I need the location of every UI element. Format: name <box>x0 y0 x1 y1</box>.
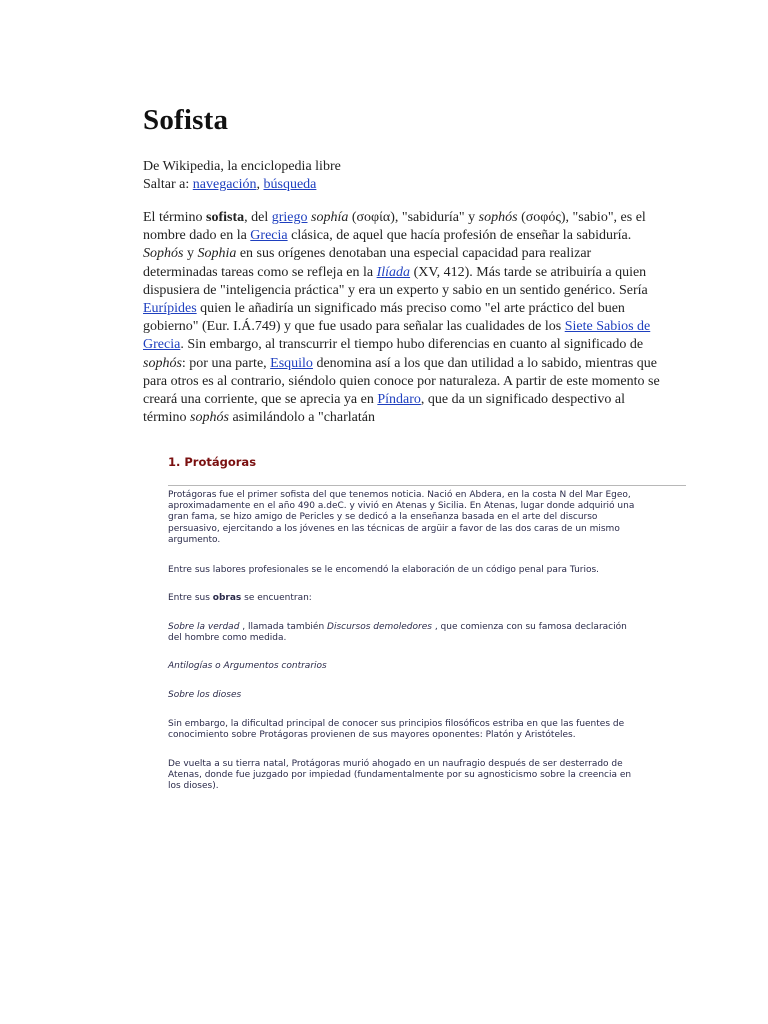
intro-italic-term: sophós <box>190 410 229 426</box>
intro-italic-term: Sophia <box>197 246 237 262</box>
intro-text: , del <box>244 210 272 225</box>
jump-links <box>143 176 341 194</box>
link-grecia[interactable]: Grecia <box>250 228 288 244</box>
work-title: Sobre la verdad <box>168 622 240 632</box>
intro-paragraph <box>143 209 663 427</box>
link-esquilo[interactable]: Esquilo <box>270 355 313 371</box>
section-bold-term: obras <box>212 593 242 603</box>
section-divider <box>168 485 686 486</box>
link-euripides[interactable]: Eurípides <box>143 301 197 317</box>
work-title: Discursos demoledores <box>327 622 432 632</box>
intro-bold-term: sofista <box>206 210 245 225</box>
intro-text: quien le añadiría un significado más preciso como "el arte práctico del buen gobierno" (Eur. I.Á.749) y que fue usado para señalar las cualidades de los <box>143 301 625 335</box>
intro-text: y <box>183 246 198 262</box>
section-text: , llamada también <box>239 622 328 632</box>
intro-italic-term: sophía <box>311 210 349 225</box>
link-griego[interactable]: griego <box>271 210 308 225</box>
link-pindaro[interactable]: Píndaro <box>377 392 421 408</box>
work-title <box>168 661 638 672</box>
link-siete-sabios[interactable]: Siete Sabios de Grecia <box>143 319 651 353</box>
link-iliada[interactable]: Ilíada <box>376 264 411 280</box>
intro-text: El término <box>143 210 206 225</box>
section-paragraph: Sin embargo, la dificultad principal de conocer sus principios filosóficos estriba en que las fuentes de conocimiento sobre Protágoras provienen de sus mayores oponentes: Platón y Aristóteles. <box>168 719 625 741</box>
intro-text: , que da un significado despectivo al término <box>143 392 626 426</box>
intro-text: (σοφία), "sabiduría" y <box>348 210 479 225</box>
intro-text: (σοφός), "sabio", es el nombre dado en la <box>143 210 646 244</box>
section-text: se encuentran: <box>241 593 312 603</box>
section-paragraph: Entre sus labores profesionales se le encomendó la elaboración de un código penal para Turios. <box>168 565 600 575</box>
source-line: De Wikipedia, la enciclopedia libre <box>143 159 341 174</box>
intro-italic-term: Sophós <box>143 246 184 262</box>
intro-italic-term: sophós <box>143 355 182 371</box>
work-title <box>168 690 638 701</box>
jump-separator: , <box>256 177 264 192</box>
section-paragraph <box>168 593 638 604</box>
intro-text: : por una parte, <box>181 355 271 371</box>
work-title-text: Antilogías o Argumentos contrarios <box>168 661 327 671</box>
intro-text: clásica, de aquel que hacía profesión de enseñar la sabiduría. <box>287 228 632 244</box>
section-text: , que comienza con su famosa declaración del hombre como medida. <box>168 622 627 644</box>
search-link[interactable]: búsqueda <box>263 177 317 192</box>
intro-text: (XV, 412). Más tarde se atribuiría a quien dispusiera de "inteligencia práctica" y era un experto y sabio en un sentido genérico. Sería <box>143 264 648 298</box>
intro-text: . Sin embargo, al transcurrir el tiempo hubo diferencias en cuanto al significado de <box>180 337 644 353</box>
intro-text: asimilándolo a "charlatán <box>228 410 376 426</box>
section-paragraph: De vuelta a su tierra natal, Protágoras murió ahogado en un naufragio después de ser desterrado de Atenas, donde fue juzgado por impiedad (fundamentalmente por su agnosticismo sobre la creencia en los dioses). <box>168 759 632 792</box>
intro-text: denomina así a los que dan utilidad a lo sabido, mientras que para otros es al contrario, siéndolo quien conoce por naturaleza. A partir de este momento se creará una corriente, que se aprecia ya en <box>143 355 660 408</box>
section-text: Entre sus <box>168 593 213 603</box>
intro-text: en sus orígenes denotaban una especial capacidad para realizar determinadas tareas como se refleja en la <box>143 246 592 280</box>
intro-italic-term: sophós <box>478 210 518 225</box>
section-paragraph <box>168 622 638 644</box>
page-title: Sofista <box>143 104 229 136</box>
navigation-link[interactable]: navegación <box>192 177 257 192</box>
jump-prefix: Saltar a: <box>143 177 193 192</box>
page-subtitle-block <box>143 158 341 194</box>
section-paragraph: Protágoras fue el primer sofista del que tenemos noticia. Nació en Abdera, en la costa N del Mar Egeo, aproximadamente en el año 490 a.deC. y vivió en Atenas y Sicilia. En Atenas, lugar donde adquirió una gran fama, se hizo amigo de Pericles y se dedicó a la enseñanza basada en el arte del discurso persuasivo, ejercitando a los jóvenes en las técnicas de argüir a favor de las dos caras de un mismo argumento. <box>168 490 635 545</box>
work-title-text: Sobre los dioses <box>168 690 242 700</box>
section-heading: 1. Protágoras <box>168 455 257 469</box>
